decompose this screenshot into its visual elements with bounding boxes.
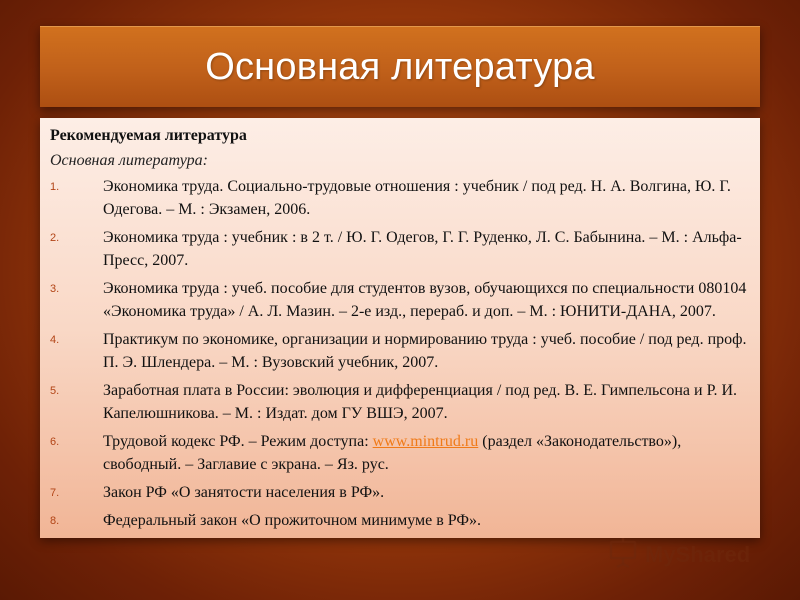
mintrud-link[interactable]: www.mintrud.ru [372,433,479,450]
item-number: 2. [50,232,60,244]
item-text-after-link: (раздел «Законодательство»), свободный. – Заглавие с экрана. – Яз. рус. [103,433,682,473]
title-bar [40,26,760,107]
list-item [50,379,750,425]
list-item [50,481,750,504]
item-number: 1. [50,181,60,193]
item-number: 7. [50,487,60,499]
item-number: 4. [50,334,60,346]
slide-title: Основная литература [205,45,595,88]
section-heading: Рекомендуемая литература [50,127,247,144]
list-item [50,430,750,476]
section-subheading: Основная литература: [50,152,208,169]
content-box [40,118,760,538]
item-number: 5. [50,385,60,397]
item-text: Практикум по экономике, организации и нормированию труда : учеб. пособие / под ред. проф. П. Э. Шлендера. – М. : Вузовский учебник, 2007. [103,331,747,371]
item-text: Экономика труда. Социально-трудовые отношения : учебник / под ред. Н. А. Волгина, Ю. Г. Одегова. – М. : Экзамен, 2006. [103,178,731,218]
item-text: Закон РФ «О занятости населения в РФ». [103,484,385,501]
item-number: 3. [50,283,60,295]
item-text: Экономика труда : учебник : в 2 т. / Ю. Г. Одегов, Г. Г. Руденко, Л. С. Бабынина. – М. : Альфа-Пресс, 2007. [103,229,742,269]
item-text-before-link: Трудовой кодекс РФ. – Режим доступа: [103,433,373,450]
item-text: Заработная плата в России: эволюция и дифференциация / под ред. В. Е. Гимпельсона и Р. И. Капелюшникова. – М. : Издат. дом ГУ ВШЭ, 2007. [103,382,738,422]
literature-list [50,175,750,532]
list-item [50,226,750,272]
watermark-text: MyShared [645,542,751,567]
list-item [50,277,750,323]
list-item [50,175,750,221]
watermark [607,538,750,572]
item-text: Экономика труда : учеб. пособие для студентов вузов, обучающихся по специальности 080104 «Экономика труда» / А. Л. Мазин. – 2-е изд., перераб. и доп. – М. : ЮНИТИ-ДАНА, 2007. [103,280,747,320]
presentation-board-icon [607,537,639,574]
item-number: 8. [50,515,60,527]
item-number: 6. [50,436,60,448]
list-item [50,328,750,374]
list-item [50,509,750,532]
item-text: Федеральный закон «О прожиточном минимуме в РФ». [103,512,482,529]
